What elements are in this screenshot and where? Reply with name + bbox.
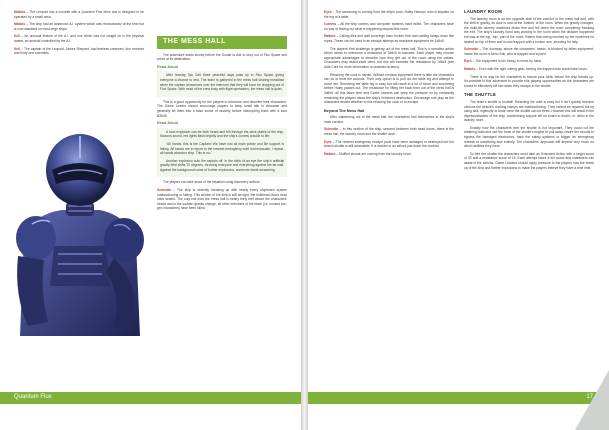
term: Maliolo (324, 151, 336, 156)
paragraph (324, 34, 454, 43)
paragraph (324, 10, 454, 19)
footer-book-title: Quantum Flux (14, 394, 52, 400)
paragraph: There is no way for the characters to rescue poor Abhu before the ship breaks up. It's possible in this adventure to provide role playing opportunities as the characters are forced to effectively kill him when they escape in the shuttle. (464, 74, 594, 88)
paragraph: "All hands, this is the Captain! We have lost all main power and life support is failing. All hands are to report to the nearest emergency craft and evacuate. I repeat, all hands abandon ship. This is no-" (160, 141, 284, 156)
term-text: – Ceiling tiles and wall coverings have broken free and cabling hangs down like ropes. These can be used in an escape attempt as mundane equipment for 1d6x5. (324, 34, 454, 43)
paragraph (14, 10, 144, 19)
term: Schrodin (464, 47, 479, 52)
paragraph: The players can take stock of the situation using discovery actions. (163, 180, 261, 185)
term: Eyes (324, 10, 332, 14)
right-col-1 (324, 10, 454, 159)
paragraph: Another explosion cuts the captain off. In the blink of an eye the ship's artificial gravity field shifts 70 degrees, throwing everyone and everything against the far wall. Against the background noise of further explosions, someone starts screaming. (160, 158, 284, 172)
paragraph (464, 47, 594, 56)
paragraph: The team's shuttle is football. Reaching the craft is easy but it isn't quickly become obvious the airlock's docking clamps are malfunctioning. They cannot be repaired but by using skill, ingenuity or brute force the shuttle can be freed. However this will result in the depressurisation of the ship, condemning anyone left on board to death, i.e. Abhu in the laundry room. (464, 99, 594, 123)
paragraph (14, 22, 144, 31)
term: Maliolo (14, 10, 26, 14)
paragraph (324, 140, 454, 149)
left-page (0, 0, 301, 430)
term-text: – All the ship comms and computer systems have failed. The characters have no way of finding out what is happening beyond this room. (324, 22, 454, 31)
paragraph: The players' first challenge is getting out of the mess hall. This is a narrative action which needs to overcome a resistance of 3d6x5 to succeed. Each player may choose appropriate advantages to describe how they get out of the room using the cables. Characters may assist each other, but this will increase the resistance by 1d6x5 (see Aids Core for more information on assisted actions). (324, 46, 454, 69)
paragraph (14, 47, 144, 56)
term-text: – The captain of the Leopold, James Shepard, had fearless crewmen, four marines and thirty-one scientists. (14, 46, 144, 56)
heading-the-shuttle: THE SHUTTLE (464, 92, 497, 98)
subheading-beyond-mess-hall: Beyond The Mess Hall (324, 108, 365, 113)
page-curl-corner (575, 370, 609, 430)
term: Kell (14, 34, 21, 39)
term-text: – The Leopold has a corvette with a Quantum Flux drive and is designed to be operated by a small crew. (14, 10, 144, 19)
term-text: – The equipment is too heavy to move by hand. (472, 59, 543, 64)
term: Maliolo (324, 34, 336, 39)
paragraph (324, 22, 454, 31)
paragraph: To free the shuttle the characters must take an Extended Action with a target score of 30 and a resistance score of 15. Each attempt takes a full round and characters can assist in the actions. Game Leaders should apply pressure to the players now the break up of the ship and further explosions to make the players believe they have a time limit. (464, 151, 594, 170)
paragraph (464, 67, 594, 72)
term: Schrodin (324, 127, 339, 132)
left-col-1 (14, 10, 144, 59)
heading-laundry-room: LAUNDRY ROOM (464, 9, 503, 14)
read-aloud-box (157, 71, 287, 96)
term-text: – The doorway, above the characters' heads, is blocked by fallen equipment. Inside the room is Abhu Sok, who is trapped and injured. (464, 47, 594, 56)
term: Eyes (464, 59, 472, 64)
paragraph: The laundry room is on the opposite side of the corridor to the mess hall and, with the shift in gravity, its door is now at the 'bottom' of the room. When the gravity changed, the multi-tier laundry machines broke free and fell down the room completely blocking the exit. The ship's laundry hand was working in the room when the disaster happened but was at the top, 'top', part of the room. Rather than being crushed by the machines he landed on top of them and is now trapped with a broken arm, shouting for help. (464, 16, 594, 44)
paragraph: A loud explosion can be both heard and felt through the deck plates of the ship. Klaxons sound, red lights flash brightly and the ship's comms crackle to life. (160, 129, 284, 139)
read-aloud-box (157, 128, 287, 178)
term-text: – The screaming is coming from the ship's cook, Haley Hanson, who is impaled on the leg of a table. (324, 10, 454, 19)
paragraph: After leaving Tau Ceti three peaceful days pass by in Flux Space giving everyone a chance to rest. The team is gathered in the mess hall sharing breakfast when the captain announces over the intercom that they will soon be dropping out of Flux Space. With most of the crew busy with flight operations, the mess hall is quiet. (160, 73, 284, 92)
right-page (308, 0, 609, 430)
paragraph (464, 59, 594, 64)
term-text: – The nearest emergency escape pods have been damaged or destroyed but the team's shuttle is still accessible. If a docked or an airlock just down the corridor. (324, 139, 454, 149)
term-text: – Muffled shouts are coming from the laundry room. (336, 151, 412, 156)
paragraph: After clambering out of the mess hall, the characters find themselves in the ship's main corridor. (324, 115, 454, 124)
paragraph: Rescuing the cook is harder. Without medical equipment there is little the characters can do to treat the wounds. Their only option is to pull out the table leg and attempt to move her. Removing the table leg is easy but will result in a lot of blood and screaming before Haley passes out. The resistance for lifting her back from out of the mess hall is 3d6x5. All this takes time and Game Leaders can keep the pressure on by constantly reminding the players about the ship's imminent destruction. Encourage role play as the characters decide whether to risk rescuing the cook or to escape. (324, 72, 454, 105)
page-number: 17 (586, 394, 593, 400)
read-aloud-heading: Read Aloud (157, 121, 178, 126)
read-aloud-heading: Read Aloud (157, 64, 178, 69)
armored-soldier-illustration (14, 126, 146, 336)
footer-bar-left (0, 392, 301, 404)
term-text: – Even with the right cutting gear, freeing the trapped man would take hours. (476, 66, 588, 71)
term: Comms (324, 22, 337, 27)
term-text: – The ship is violently breaking up with nearly every shipboard system malfunctioning or failing. This section of the ship is still air-tight; the bulkhead doors must have sealed. The only exit from the mess hall is nearly thirty feet above the characters' heads and in the sudden gravity change, all other members of the team (i.e. unused pre-gen characters) have been killed. (157, 188, 287, 211)
footer-bar-right (308, 392, 609, 404)
term-text: – In this section of the ship, secured between both head doors, there is the mess hall, the laundry room and the shuttle dock. (324, 127, 454, 137)
paragraph: The adventure starts shortly before the Ocular is due to drop out of Flux Space and arrive at its destination. (157, 52, 287, 62)
term-text: – The ship had an advanced A.I. system which was revolutionary at the time but is now standard on most large ships. (14, 22, 144, 31)
term: Eyes (324, 139, 332, 144)
term: Maliolo (14, 22, 26, 27)
term: Kell (14, 46, 21, 51)
paragraph (157, 188, 287, 211)
term: Schrodin (157, 188, 172, 193)
paragraph (324, 127, 454, 136)
left-col-2 (157, 36, 287, 214)
paragraph: Exactly how the characters free the shuttle is not important. They could cut the retaining bolts and use the force of the shuttle's engine to pull away, rewire the circuits to bypass the damaged electronics, hack the safety systems to trigger an emergency release or something else entirely. The characters' approach will depend very much on which abilities they have. (464, 125, 594, 149)
page-gutter (301, 0, 308, 430)
paragraph: This is a good opportunity for the players to introduce and describe their characters. The Game Leader should encourage players to keep small talk in character and generally let them into a false sense of security before interrupting them with a loud BANG! (157, 99, 287, 118)
section-banner-mess-hall: THE MESS HALL (157, 36, 287, 49)
paragraph (324, 152, 454, 157)
term-text: – An unusual feature of the A.I. and one which has not caught on is the physical avatar, an android controlled by the A.I. (14, 34, 144, 43)
right-col-2 (464, 10, 594, 173)
paragraph (14, 34, 144, 43)
term: Maliolo (464, 66, 476, 71)
